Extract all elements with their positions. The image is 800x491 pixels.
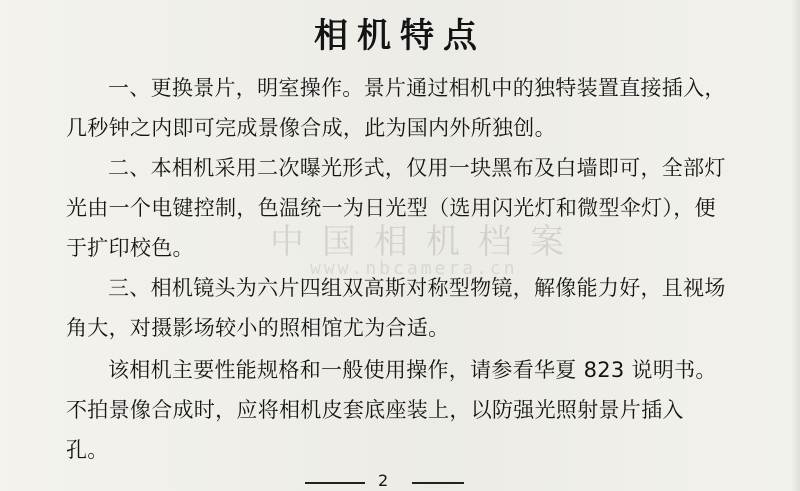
footer-rule-left bbox=[305, 482, 365, 484]
watermark-main-text: 中国相机档案 bbox=[270, 222, 582, 262]
watermark-url-text: www.nbcamera.cn bbox=[310, 258, 518, 279]
page-footer bbox=[0, 472, 800, 491]
paragraph-2: 二、本相机采用二次曝光形式，仅用一块黑布及白墙即可，全部灯光由一个电键控制，色温统一为日光型（选用闪光灯和微型伞灯），便于扩印校色。 bbox=[66, 156, 726, 260]
page-number: 2 bbox=[378, 471, 389, 490]
footer-rule-right bbox=[412, 482, 464, 484]
page-edge-shadow bbox=[790, 0, 800, 491]
page-title: 相机特点 bbox=[314, 16, 486, 56]
paragraph-4: 该相机主要性能规格和一般使用操作，请参看华夏 823 说明书。不拍景像合成时，应将相机皮套底座装上，以防强光照射景片插入孔。 bbox=[66, 358, 717, 462]
paragraph-3: 三、相机镜头为六片四组双高斯对称型物镜，解像能力好，且视场角大，对摄影场较小的照相馆尤为合适。 bbox=[66, 276, 726, 340]
paragraph-1: 一、更换景片，明室操作。景片通过相机中的独特装置直接插入，几秒钟之内即可完成景像合成，此为国内外所独创。 bbox=[66, 76, 726, 140]
